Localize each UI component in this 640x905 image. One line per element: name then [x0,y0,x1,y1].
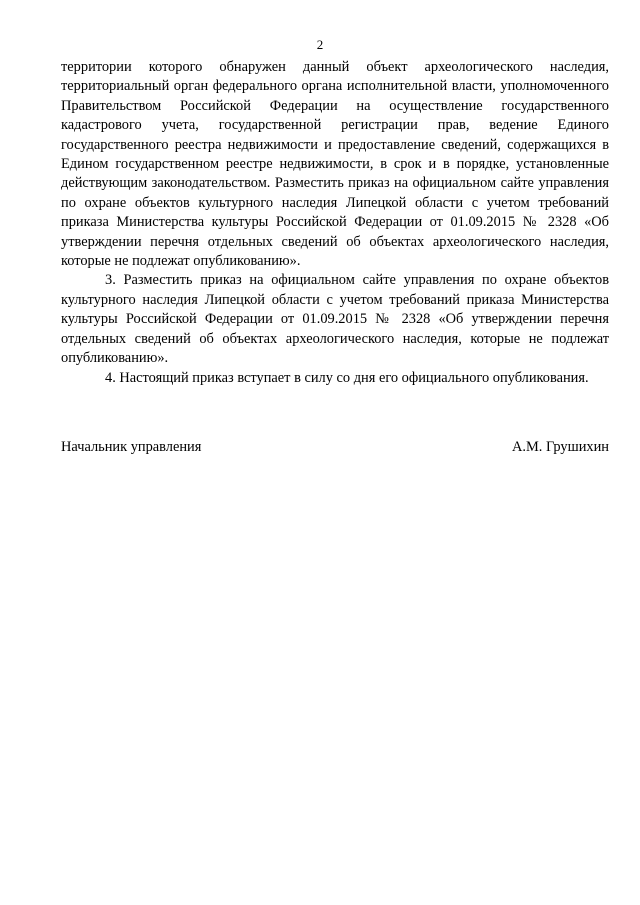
document-body [61,58,609,388]
paragraph-item-3: 3. Разместить приказ на официальном сайте управления по охране объектов культурного наследия Липецкой области с учетом требований приказа Министерства культуры Российской Федерации от 01.09.2015 № 2328 «Об утверждении перечня отдельных сведений об объектах археологического наследия, которые не подлежат опубликованию». [61,272,609,367]
page-number: 2 [316,37,324,52]
paragraph-continuation: территории которого обнаружен данный объект археологического наследия, территориальный орган федерального органа исполнительной власти, уполномоченного Правительством Российской Федерации на осуществление государственного кадастрового учета, государственной регистрации прав, ведение Единого государственного реестра недвижимости и предоставление сведений, содержащихся в Едином государственном реестре недвижимости, в срок и в порядке, установленные действующим законодательством. Разместить приказ на официальном сайте управления по охране объектов культурного наследия Липецкой области с учетом требований приказа Министерства культуры Российской Федерации от 01.09.2015 № 2328 «Об утверждении перечня отдельных сведений об объектах археологического наследия, которые не подлежат опубликованию». [61,59,609,270]
signatory-name: А.М. Грушихин [512,439,609,455]
paragraph-item-4: 4. Настоящий приказ вступает в силу со дня его официального опубликования. [105,369,589,386]
signatory-position: Начальник управления [61,439,202,455]
signature-block [61,438,609,457]
